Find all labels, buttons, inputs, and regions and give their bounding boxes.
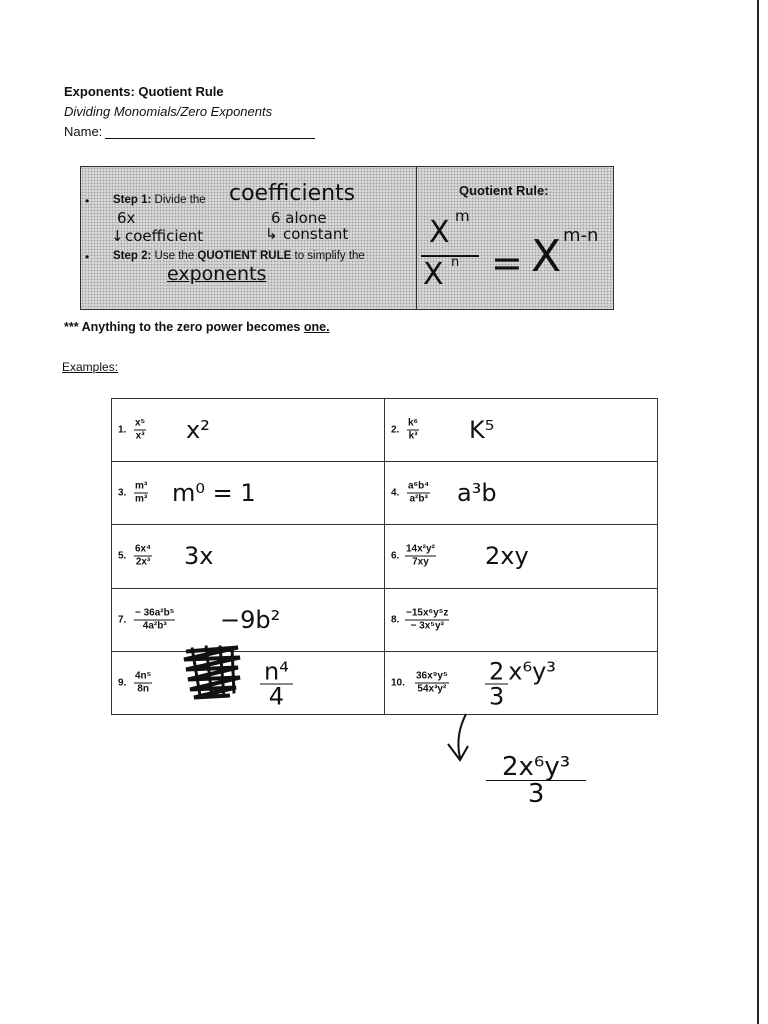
step2-text: Step 2: Use the QUOTIENT RULE to simplify the [113,250,365,262]
example-cell-7: 7. $\frac{\text{− 36a²b⁵}}{\text{4a²b³}}$ −9b² [112,588,385,651]
handwritten-answer: a³b [457,479,497,508]
examples-label: Examples: [62,360,119,374]
note-6-alone: 6 alone [271,209,327,227]
answer-coefficient-fraction: $\frac{2}{3}$ [485,659,508,708]
table-row [112,399,658,462]
example-cell-3: 3. $\frac{\text{m³}}{\text{m³}}$ m⁰ = 1 [112,462,385,525]
box-divider [416,167,417,309]
rule-equals: = [491,241,523,285]
handwritten-answer: K⁵ [469,416,495,445]
rule-numerator-exponent: m [455,207,470,225]
handwritten-answer: $\frac{2}{3}$ x⁶y³ [485,657,556,708]
handwritten-answer: 2xy [485,542,529,571]
arrow-down-icon [438,710,478,766]
scribble-icon [180,641,244,701]
name-field [64,124,315,139]
rule-result-exponent: m-n [563,225,599,246]
steps-box [80,166,614,310]
example-cell-5: 5. $\frac{\text{6x⁴}}{\text{2x³}}$ 3x [112,525,385,588]
problem-fraction: $\frac{\text{m³}}{\text{m³}}$ [135,480,148,505]
quotient-rule-label: Quotient Rule: [459,183,549,198]
example-cell-1: 1. $\frac{\text{x⁵}}{\text{x³}}$ x² [112,399,385,462]
rule-numerator-base: X [429,215,450,250]
problem-fraction: $\frac{\text{a⁶b⁴}}{\text{a²b³}}$ [408,480,430,505]
step2-label: Step 2: [113,250,152,262]
problem-fraction: $\frac{\text{36x⁹y⁵}}{\text{54x³y²}}$ [416,670,448,695]
worksheet-title: Exponents: Quotient Rule [64,84,224,99]
step1-handwritten: coefficients [229,181,356,206]
name-blank-line [105,125,315,139]
rule-denominator-base: X [423,257,444,292]
problem-fraction: $\frac{\text{− 36a²b⁵}}{\text{4a²b³}}$ [135,607,175,632]
worksheet-subtitle: Dividing Monomials/Zero Exponents [64,104,273,119]
name-label: Name: [64,124,103,139]
answer-fraction: $\frac{\text{n⁴}}{4}$ [260,659,293,708]
step2-bullet: • [85,250,90,264]
step1-instruction: Divide the [154,194,206,206]
page-edge [757,0,759,1024]
rule-denominator-exponent: n [451,255,460,270]
problem-fraction: $\frac{\text{14x²y²}}{7xy}$ [406,543,435,568]
zero-note-answer: one. [303,320,330,334]
example-cell-4: 4. $\frac{\text{a⁶b⁴}}{\text{a²b³}}$ a³b [385,462,658,525]
example-cell-9: 9. $\frac{\text{4n⁵}}{8n}$ $\frac{\text{n⁴}}{4}$ [112,651,385,714]
problem-fraction: $\frac{\text{−15x⁶y⁵z}}{\text{− 3x⁵y³}}$ [406,607,449,632]
handwritten-answer: m⁰ = 1 [172,479,256,508]
final-answer: $\frac{\text{2x⁶y³}}{3}$ [486,752,586,807]
table-row [112,525,658,588]
note-coefficient: coefficient [125,227,204,245]
problem-fraction: $\frac{\text{4n⁵}}{8n}$ [135,670,152,695]
example-cell-6: 6. $\frac{\text{14x²y²}}{7xy}$ 2xy [385,525,658,588]
example-cell-2: 2. $\frac{\text{k⁶}}{\text{k³}}$ K⁵ [385,399,658,462]
example-cell-10: 10. $\frac{\text{36x⁹y⁵}}{\text{54x³y²}}$ $\frac{2}{3}$ x⁶y³ [385,651,658,714]
rule-result-base: X [531,231,562,282]
example-cell-8: 8. $\frac{\text{−15x⁶y⁵z}}{\text{− 3x⁵y³}}$ [385,588,658,651]
examples-table [111,398,658,715]
handwritten-answer: x² [186,416,210,445]
problem-fraction: $\frac{\text{6x⁴}}{\text{2x³}}$ [135,543,152,568]
problem-fraction: $\frac{\text{k⁶}}{\text{k³}}$ [408,417,419,442]
handwritten-answer: 3x [184,542,214,571]
note-6x: 6x [117,209,136,227]
handwritten-answer: −9b² [220,605,281,634]
problem-fraction: $\frac{\text{x⁵}}{\text{x³}}$ [135,417,146,442]
step2-handwritten: exponents [167,263,267,285]
step1-label: Step 1: [113,194,152,206]
note-constant: constant [283,225,349,243]
step2-bold: QUOTIENT RULE [197,250,292,262]
zero-power-note: *** Anything to the zero power becomes one. [64,320,330,334]
arrow-down-icon: ↓ [111,227,124,245]
table-row [112,462,658,525]
step1-bullet: • [85,194,90,208]
table-row [112,651,658,714]
step1-text [113,194,206,206]
arrow-turn-right-icon: ↳ [265,225,278,243]
handwritten-answer [260,657,293,711]
